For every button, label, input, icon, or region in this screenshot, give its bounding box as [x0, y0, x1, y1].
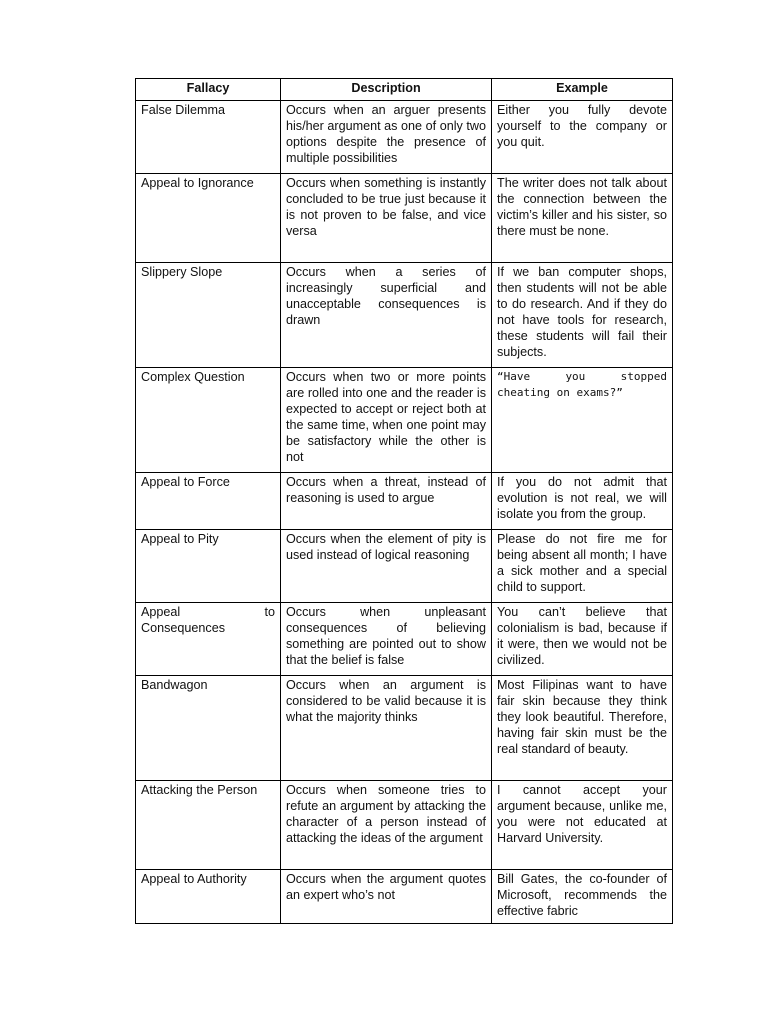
cell-description: Occurs when an arguer presents his/her argument as one of only two options despite the presence of multiple possibilities	[281, 101, 492, 174]
cell-description: Occurs when something is instantly concluded to be true just because it is not proven to be false, and vice versa	[281, 174, 492, 263]
header-description: Description	[281, 79, 492, 101]
cell-description: Occurs when two or more points are rolled into one and the reader is expected to accept or reject both at the same time, when one point may be satisfactory while the other is not	[281, 368, 492, 473]
cell-description: Occurs when a threat, instead of reasoning is used to argue	[281, 473, 492, 530]
table-row	[136, 676, 673, 781]
table-row	[136, 870, 673, 924]
cell-description: Occurs when a series of increasingly superficial and unacceptable consequences is drawn	[281, 263, 492, 368]
table-row	[136, 368, 673, 473]
table-row	[136, 174, 673, 263]
cell-description: Occurs when the argument quotes an expert who’s not	[281, 870, 492, 924]
table-row	[136, 781, 673, 870]
cell-example: If we ban computer shops, then students will not be able to do research. And if they do not have tools for research, these students will fail their subjects.	[492, 263, 673, 368]
cell-fallacy: Complex Question	[136, 368, 281, 473]
cell-example: If you do not admit that evolution is not real, we will isolate you from the group.	[492, 473, 673, 530]
cell-fallacy: Appeal to Authority	[136, 870, 281, 924]
table-row	[136, 101, 673, 174]
cell-description: Occurs when someone tries to refute an argument by attacking the character of a person instead of attacking the ideas of the argument	[281, 781, 492, 870]
cell-example: Either you fully devote yourself to the company or you quit.	[492, 101, 673, 174]
cell-fallacy: Appeal to Consequences	[136, 603, 281, 676]
table-row	[136, 603, 673, 676]
header-fallacy: Fallacy	[136, 79, 281, 101]
table-header-row	[136, 79, 673, 101]
table-row	[136, 473, 673, 530]
table-row	[136, 263, 673, 368]
header-example: Example	[492, 79, 673, 101]
cell-example: Most Filipinas want to have fair skin because they think they look beautiful. Therefore, having fair skin must be the real standard of beauty.	[492, 676, 673, 781]
cell-description: Occurs when the element of pity is used instead of logical reasoning	[281, 530, 492, 603]
cell-fallacy: False Dilemma	[136, 101, 281, 174]
fallacy-table	[135, 78, 673, 924]
cell-example: I cannot accept your argument because, unlike me, you were not educated at Harvard University.	[492, 781, 673, 870]
cell-description: Occurs when an argument is considered to be valid because it is what the majority thinks	[281, 676, 492, 781]
cell-fallacy: Appeal to Force	[136, 473, 281, 530]
cell-fallacy: Slippery Slope	[136, 263, 281, 368]
cell-example: Please do not fire me for being absent all month; I have a sick mother and a special child to support.	[492, 530, 673, 603]
cell-example: Bill Gates, the co-founder of Microsoft, recommends the effective fabric	[492, 870, 673, 924]
cell-description: Occurs when unpleasant consequences of believing something are pointed out to show that the belief is false	[281, 603, 492, 676]
table-row	[136, 530, 673, 603]
cell-fallacy: Appeal to Ignorance	[136, 174, 281, 263]
cell-fallacy: Bandwagon	[136, 676, 281, 781]
cell-example: You can’t believe that colonialism is bad, because if it were, then we would not be civilized.	[492, 603, 673, 676]
cell-fallacy: Appeal to Pity	[136, 530, 281, 603]
cell-fallacy: Attacking the Person	[136, 781, 281, 870]
cell-example: The writer does not talk about the connection between the victim’s killer and his sister, so there must be none.	[492, 174, 673, 263]
cell-example: “Have you stopped cheating on exams?”	[492, 368, 673, 473]
